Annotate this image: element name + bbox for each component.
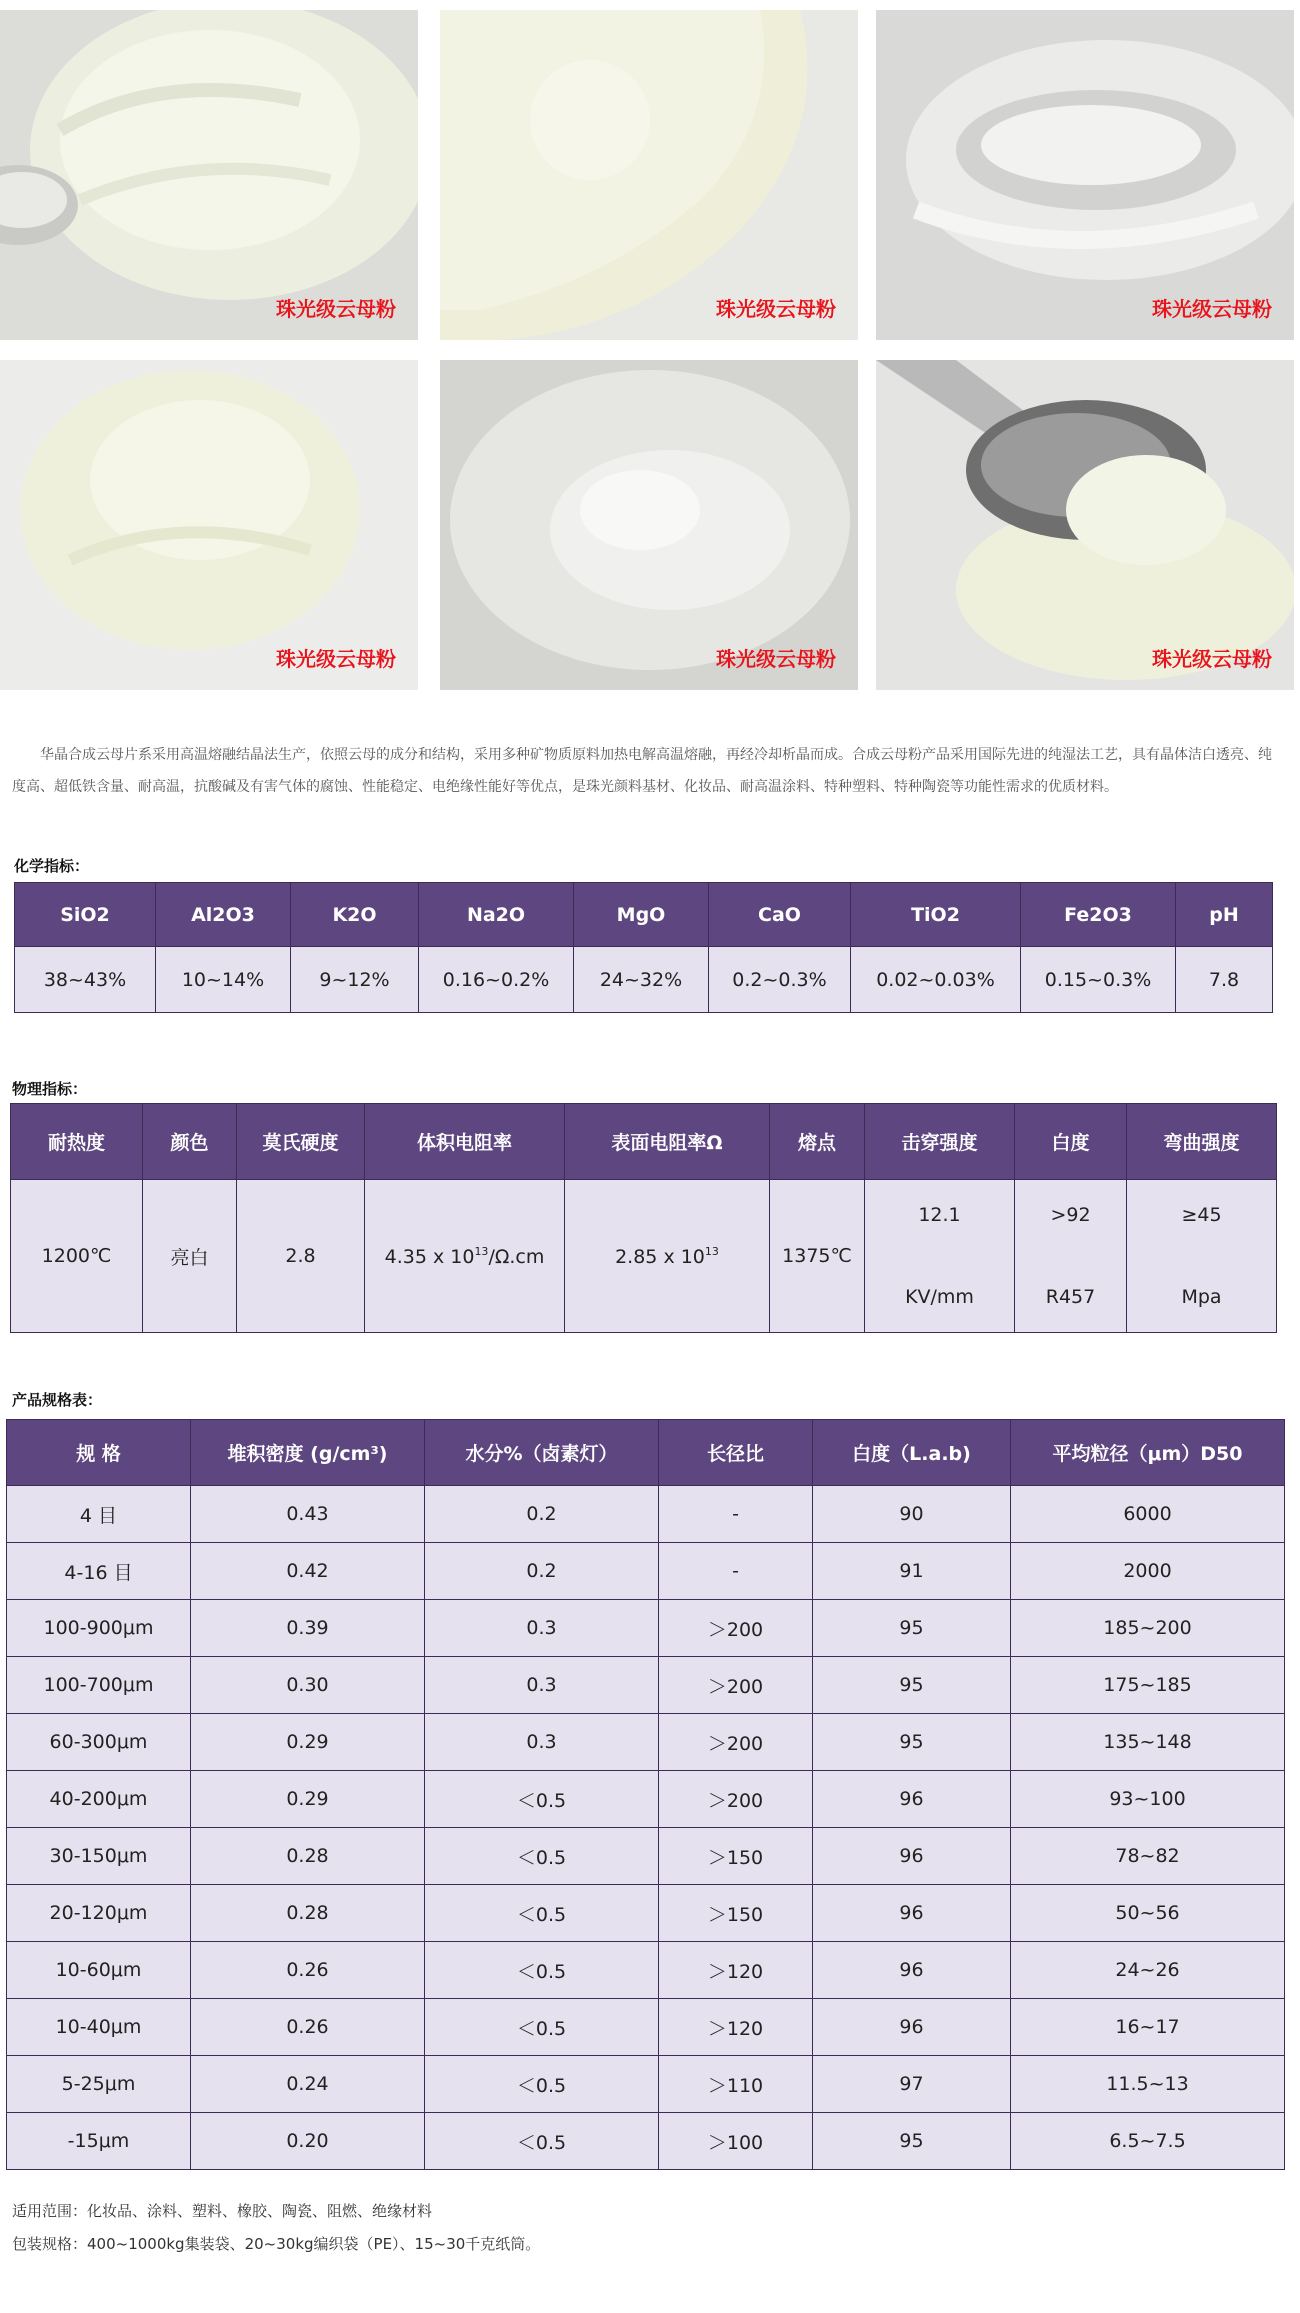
- unit-text: KV/mm: [905, 1286, 974, 1308]
- table-header: CaO: [709, 883, 851, 947]
- table-cell: 2000: [1011, 1543, 1285, 1600]
- table-cell: 0.29: [191, 1771, 425, 1828]
- table-header: 体积电阻率: [365, 1104, 565, 1180]
- table-cell: ＜0.5: [425, 1942, 659, 1999]
- unit-text: /Ω.cm: [488, 1245, 545, 1268]
- table-cell: 0.39: [191, 1600, 425, 1657]
- table-cell: ＞120: [659, 1999, 813, 2056]
- table-cell: 16~17: [1011, 1999, 1285, 2056]
- table-cell: 95: [813, 1657, 1011, 1714]
- photo-label: 珠光级云母粉: [1152, 647, 1272, 671]
- photo-label: 珠光级云母粉: [276, 297, 396, 321]
- table-cell: 100-700μm: [7, 1657, 191, 1714]
- table-cell: 0.2~0.3%: [709, 947, 851, 1013]
- table-cell: -: [659, 1486, 813, 1543]
- table-cell: 0.3: [425, 1657, 659, 1714]
- table-cell: 7.8: [1176, 947, 1273, 1013]
- unit-text: R457: [1045, 1286, 1096, 1308]
- table-header: 弯曲强度: [1127, 1104, 1277, 1180]
- table-cell: ＞150: [659, 1885, 813, 1942]
- packaging-spec: 包装规格：400~1000kg集装袋、20~30kg编织袋（PE）、15~30千克纸筒。: [12, 2235, 541, 2253]
- table-header: 水分%（卤素灯）: [425, 1420, 659, 1486]
- table-cell: 175~185: [1011, 1657, 1285, 1714]
- table-header: Na2O: [419, 883, 574, 947]
- application-scope: 适用范围：化妆品、涂料、塑料、橡胶、陶瓷、阻燃、绝缘材料: [12, 2202, 433, 2220]
- table-header: MgO: [574, 883, 709, 947]
- table-header: 平均粒径（μm）D50: [1011, 1420, 1285, 1486]
- table-cell: 0.28: [191, 1885, 425, 1942]
- table-cell: 95: [813, 1600, 1011, 1657]
- table-row: [7, 1543, 1285, 1600]
- chemical-title: 化学指标：: [14, 857, 90, 875]
- value-text: 4.35 x 10: [384, 1245, 475, 1268]
- table-cell: 5-25μm: [7, 2056, 191, 2113]
- table-cell: 0.24: [191, 2056, 425, 2113]
- table-header: 击穿强度: [865, 1104, 1015, 1180]
- chemical-value-row: [15, 947, 1273, 1013]
- table-cell: 78~82: [1011, 1828, 1285, 1885]
- table-cell: 0.20: [191, 2113, 425, 2170]
- table-cell: ＞200: [659, 1714, 813, 1771]
- physical-title: 物理指标：: [12, 1080, 88, 1098]
- table-cell: 185~200: [1011, 1600, 1285, 1657]
- table-cell: 0.26: [191, 1942, 425, 1999]
- table-cell: 30-150μm: [7, 1828, 191, 1885]
- table-cell: ＜0.5: [425, 2113, 659, 2170]
- table-cell: 4 目: [7, 1486, 191, 1543]
- photo-label: 珠光级云母粉: [716, 297, 836, 321]
- value-text: >92: [1050, 1204, 1091, 1226]
- table-cell: 96: [813, 1828, 1011, 1885]
- table-header: 白度: [1015, 1104, 1127, 1180]
- chemical-header-row: [15, 883, 1273, 947]
- table-cell: 10-60μm: [7, 1942, 191, 1999]
- table-cell: ＜0.5: [425, 1771, 659, 1828]
- table-header: 表面电阻率Ω: [565, 1104, 770, 1180]
- table-cell: 96: [813, 1885, 1011, 1942]
- product-photo: [876, 360, 1294, 690]
- table-cell: 0.42: [191, 1543, 425, 1600]
- table-cell: 4-16 目: [7, 1543, 191, 1600]
- table-cell: 91: [813, 1543, 1011, 1600]
- table-header: 白度（L.a.b): [813, 1420, 1011, 1486]
- table-cell: ＞200: [659, 1771, 813, 1828]
- table-cell: 93~100: [1011, 1771, 1285, 1828]
- table-row: [7, 1942, 1285, 1999]
- table-cell: -: [659, 1543, 813, 1600]
- table-cell: [565, 1180, 770, 1333]
- photo-label: 珠光级云母粉: [276, 647, 396, 671]
- table-row: [7, 1999, 1285, 2056]
- product-photo: [440, 360, 858, 690]
- value-text: 2.85 x 10: [615, 1245, 705, 1268]
- table-row: [7, 1714, 1285, 1771]
- table-cell: 1375℃: [770, 1180, 865, 1333]
- table-cell: 96: [813, 1999, 1011, 2056]
- unit-text: Mpa: [1181, 1286, 1222, 1308]
- table-cell: 38~43%: [15, 947, 156, 1013]
- product-photo: [0, 360, 418, 690]
- table-cell: 0.02~0.03%: [851, 947, 1021, 1013]
- table-cell: 9~12%: [291, 947, 419, 1013]
- table-cell: 0.2: [425, 1543, 659, 1600]
- table-row: [7, 1771, 1285, 1828]
- table-cell: 0.43: [191, 1486, 425, 1543]
- table-row: [7, 1657, 1285, 1714]
- table-row: [7, 1828, 1285, 1885]
- product-photo: [440, 10, 858, 340]
- table-header: SiO2: [15, 883, 156, 947]
- products-table: [6, 1419, 1285, 2170]
- table-cell: [865, 1180, 1015, 1333]
- table-cell: 0.29: [191, 1714, 425, 1771]
- table-cell: [1015, 1180, 1127, 1333]
- table-header: K2O: [291, 883, 419, 947]
- table-cell: [365, 1180, 565, 1333]
- table-header: 规 格: [7, 1420, 191, 1486]
- photo-label: 珠光级云母粉: [716, 647, 836, 671]
- table-cell: ＞110: [659, 2056, 813, 2113]
- table-cell: 135~148: [1011, 1714, 1285, 1771]
- table-cell: 97: [813, 2056, 1011, 2113]
- table-row: [7, 1885, 1285, 1942]
- table-cell: ＞200: [659, 1657, 813, 1714]
- table-cell: 0.28: [191, 1828, 425, 1885]
- table-cell: ＜0.5: [425, 1828, 659, 1885]
- table-cell: 1200℃: [11, 1180, 143, 1333]
- table-cell: 50~56: [1011, 1885, 1285, 1942]
- table-cell: 0.15~0.3%: [1021, 947, 1176, 1013]
- table-cell: 0.3: [425, 1600, 659, 1657]
- table-cell: 0.26: [191, 1999, 425, 2056]
- table-cell: [1127, 1180, 1277, 1333]
- table-header: 莫氏硬度: [237, 1104, 365, 1180]
- table-cell: 90: [813, 1486, 1011, 1543]
- physical-table: [10, 1103, 1277, 1333]
- table-header: 堆积密度 (g/cm³): [191, 1420, 425, 1486]
- product-photo: [0, 10, 418, 340]
- physical-header-row: [11, 1104, 1277, 1180]
- table-cell: 10~14%: [156, 947, 291, 1013]
- photo-grid: [0, 0, 1300, 700]
- table-cell: ＜0.5: [425, 1885, 659, 1942]
- products-title: 产品规格表：: [12, 1391, 103, 1409]
- table-cell: ＞150: [659, 1828, 813, 1885]
- table-cell: ＜0.5: [425, 2056, 659, 2113]
- table-header: 熔点: [770, 1104, 865, 1180]
- table-cell: 亮白: [143, 1180, 237, 1333]
- table-cell: 0.30: [191, 1657, 425, 1714]
- physical-value-row: [11, 1180, 1277, 1333]
- products-header-row: [7, 1420, 1285, 1486]
- table-cell: 11.5~13: [1011, 2056, 1285, 2113]
- table-header: 耐热度: [11, 1104, 143, 1180]
- table-cell: ＜0.5: [425, 1999, 659, 2056]
- table-cell: ＞100: [659, 2113, 813, 2170]
- table-row: [7, 1600, 1285, 1657]
- table-header: TiO2: [851, 883, 1021, 947]
- table-row: [7, 2113, 1285, 2170]
- table-cell: 100-900μm: [7, 1600, 191, 1657]
- table-cell: 24~26: [1011, 1942, 1285, 1999]
- table-cell: ＞200: [659, 1600, 813, 1657]
- table-cell: 0.3: [425, 1714, 659, 1771]
- table-cell: 95: [813, 2113, 1011, 2170]
- table-cell: 95: [813, 1714, 1011, 1771]
- table-row: [7, 1486, 1285, 1543]
- product-photo: [876, 10, 1294, 340]
- table-cell: 40-200μm: [7, 1771, 191, 1828]
- table-cell: 60-300μm: [7, 1714, 191, 1771]
- photo-label: 珠光级云母粉: [1152, 297, 1272, 321]
- table-cell: ＞120: [659, 1942, 813, 1999]
- table-cell: 2.8: [237, 1180, 365, 1333]
- table-header: Al2O3: [156, 883, 291, 947]
- table-cell: 96: [813, 1942, 1011, 1999]
- table-header: 颜色: [143, 1104, 237, 1180]
- intro-paragraph: 华晶合成云母片系采用高温熔融结晶法生产，依照云母的成分和结构，采用多种矿物质原料加热电解高温熔融，再经冷却析晶而成。合成云母粉产品采用国际先进的纯湿法工艺，具有晶体洁白透亮、纯度高、超低铁含量、耐高温，抗酸碱及有害气体的腐蚀、性能稳定、电绝缘性能好等优点，是珠光颜料基材、化妆品、耐高温涂料、特种塑料、特种陶瓷等功能性需求的优质材料。: [12, 747, 1272, 795]
- table-header: 长径比: [659, 1420, 813, 1486]
- table-cell: -15μm: [7, 2113, 191, 2170]
- exponent-text: 13: [704, 1244, 719, 1258]
- table-cell: 6.5~7.5: [1011, 2113, 1285, 2170]
- table-cell: 96: [813, 1771, 1011, 1828]
- exponent-text: 13: [474, 1244, 489, 1258]
- chemical-table: [14, 882, 1273, 1013]
- table-cell: 6000: [1011, 1486, 1285, 1543]
- table-cell: 0.16~0.2%: [419, 947, 574, 1013]
- table-header: pH: [1176, 883, 1273, 947]
- table-cell: 24~32%: [574, 947, 709, 1013]
- value-text: ≥45: [1181, 1204, 1222, 1226]
- table-header: Fe2O3: [1021, 883, 1176, 947]
- table-cell: 0.2: [425, 1486, 659, 1543]
- table-cell: 10-40μm: [7, 1999, 191, 2056]
- value-text: 12.1: [918, 1204, 961, 1226]
- table-cell: 20-120μm: [7, 1885, 191, 1942]
- table-row: [7, 2056, 1285, 2113]
